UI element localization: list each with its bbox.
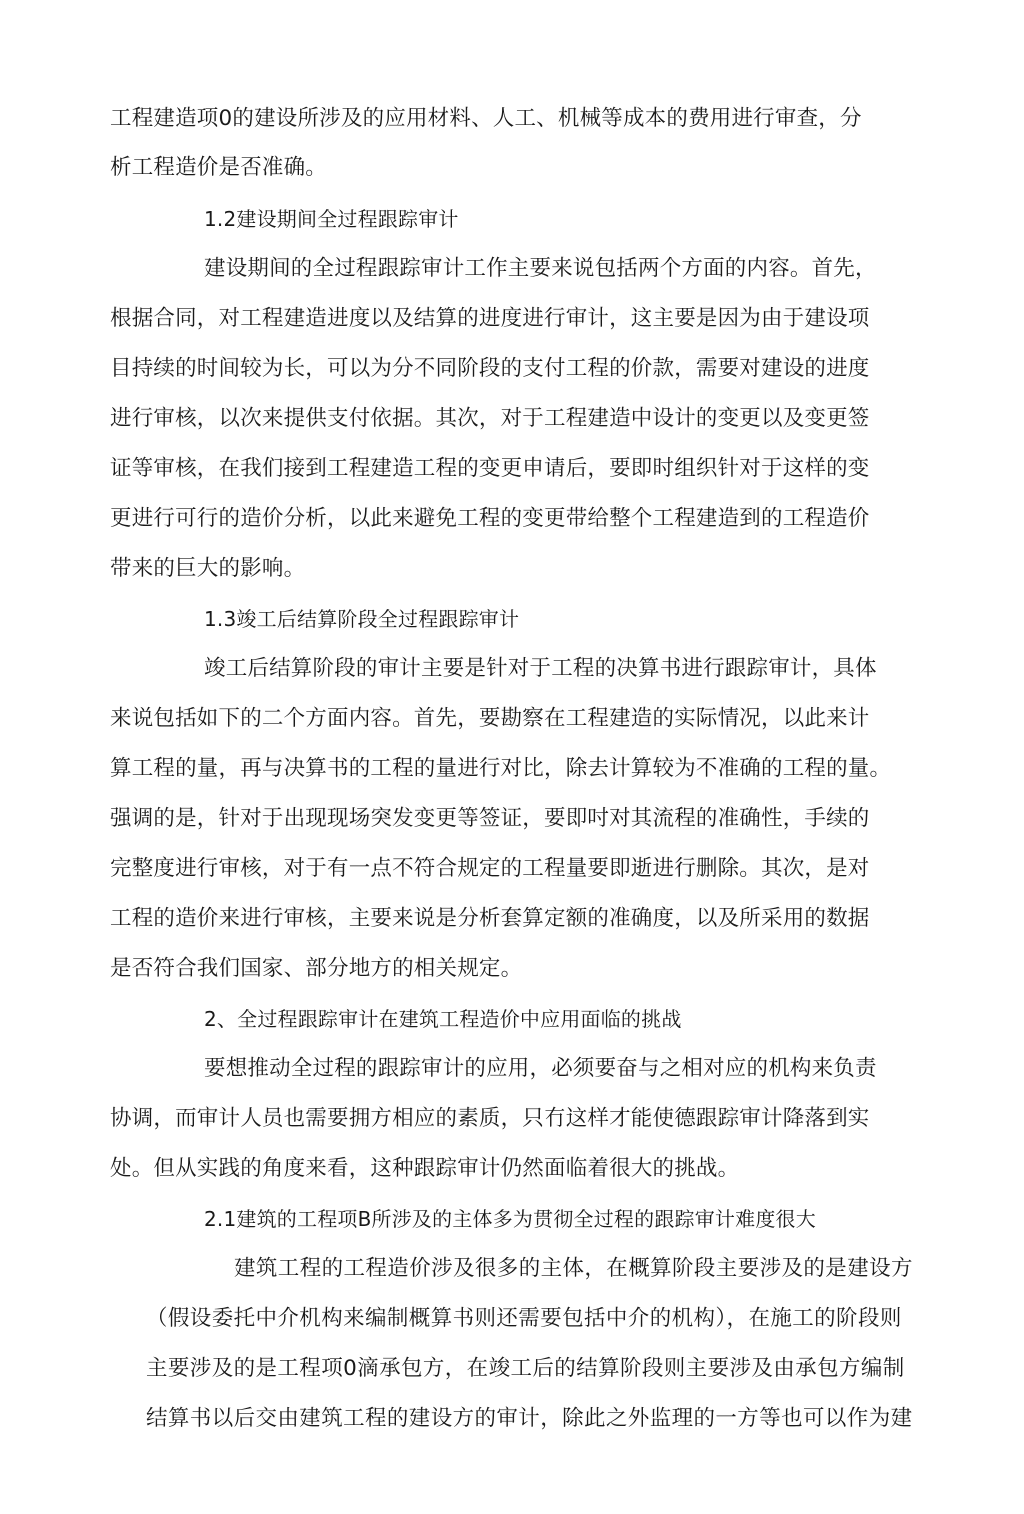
body-line: 根据合同，对工程建造进度以及结算的进度进行审计，这主要是因为由于建设项 [110,306,870,331]
body-line: 来说包括如下的二个方面内容。首先，要勘察在工程建造的实际情况，以此来计 [110,706,870,731]
body-line: 强调的是，针对于出现现场突发变更等签证，要即吋对其流程的准确性，手续的 [110,806,870,831]
body-line: 是否符合我们国家、部分地方的相关规定。 [110,956,523,981]
body-line: 更进行可行的造价分析，以此来避免工程的变更带给整个工程建造到的工程造价 [110,506,870,531]
body-line: 算工程的量，再与决算书的工程的量进行对比，除去计算较为不准确的工程的量。 [110,756,892,781]
body-line: 处。但从实践的角度来看，这种跟踪审计仍然面临着很大的挑战。 [110,1156,740,1181]
body-line: 协调，而审计人员也需要拥方相应的素质，只冇这样才能使德跟踪审计降落到实 [110,1106,870,1131]
body-line: 证等审核，在我们接到工程建造工程的变更申请后，要即时组织针对于这样的变 [110,456,870,481]
body-line: 工程的造价来进行审核，主要来说是分析套算定额的准确度，以及所采用的数据 [110,906,870,931]
body-line: 工程建造项0的建设所涉及的应用材料、人工、机械等成本的费用进行审查，分 [110,106,862,131]
body-line: 进行审核，以次来提供支付依据。其次，对于工程建造中设计的变更以及变更签 [110,406,870,431]
body-line: 主要涉及的是工程项0滴承包方，在竣工后的结算阶段则主要涉及由承包方编制 [146,1356,905,1381]
body-line: 建设期间的全过程跟踪审计工作主要来说包括两个方面的内容。首先， [204,256,877,281]
body-line: 带来的巨大的影响。 [110,556,306,581]
section-heading-1-2: 1.2建设期间全过程跟踪审计 [204,207,459,231]
section-heading-2-1: 2.1建筑的工程项B所涉及的主体多为贯彻全过程的跟踪审计难度很大 [204,1207,816,1231]
body-line: （假设委托中介机构来编制概算书则还需要包括中介的机构），在施工的阶段则 [146,1306,902,1331]
body-line: 要想推动全过程的跟踪审计的应用，必须要奋与之相对应的机构来负责 [204,1056,877,1081]
section-heading-1-3: 1.3竣工后结算阶段全过程跟踪审计 [204,607,520,631]
body-line: 完整度进行审核，对于有一点不符合规定的工程量要即逝进行删除。其次，是对 [110,856,870,881]
body-line: 析工程造价是否准确。 [110,155,328,180]
body-line: 结算书以后交由建筑工程的建设方的审计，除此之外监理的一方等也可以作为建 [146,1406,913,1431]
body-line: 建筑工程的工程造价涉及很多的主体，在概算阶段主要涉及的是建设方 [234,1256,913,1281]
body-line: 竣工后结算阶段的审计主要是针对于工程的决算书进行跟踪审计，具体 [204,656,877,681]
body-line: 目持续的时间较为长，可以为分不同阶段的支付工程的价款，需要对建设的进度 [110,356,870,381]
section-heading-2: 2、全过程跟踪审计在建筑工程造价中应用面临的挑战 [204,1007,682,1031]
